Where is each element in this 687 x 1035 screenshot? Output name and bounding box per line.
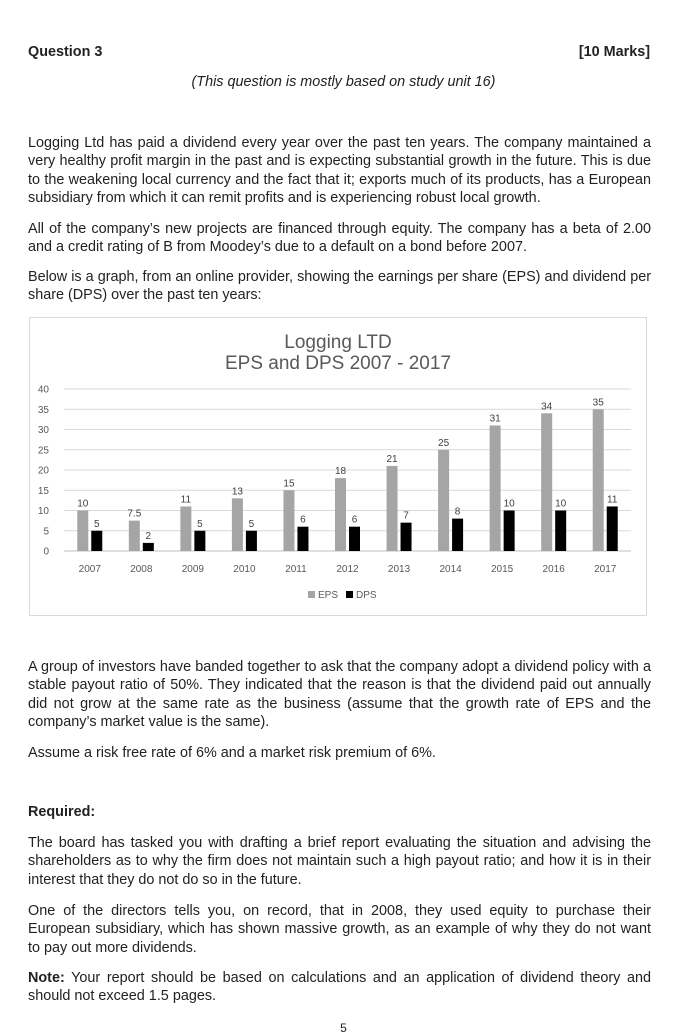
- eps-bar: [438, 450, 449, 551]
- dps-bar: [297, 527, 308, 551]
- question-marks: [10 Marks]: [578, 44, 650, 60]
- dps-bar: [194, 531, 205, 551]
- x-tick-label: 2016: [542, 564, 565, 575]
- dps-data-label: 6: [351, 514, 358, 526]
- eps-data-label: 7.5: [127, 508, 142, 520]
- x-tick-label: 2009: [181, 564, 204, 575]
- eps-bar: [283, 490, 294, 551]
- dps-data-label: 10: [503, 498, 515, 510]
- eps-bar: [77, 511, 88, 552]
- eps-dps-chart: [29, 317, 647, 616]
- x-tick-label: 2017: [594, 564, 617, 575]
- eps-bar: [490, 425, 501, 551]
- dps-bar: [91, 531, 102, 551]
- chart-canvas: [30, 318, 646, 615]
- y-tick-label: 20: [37, 465, 49, 477]
- y-tick-label: 25: [37, 445, 49, 457]
- note-text: Your report should be based on calculations and an application of dividend theory and should not exceed 1.5 pages.: [28, 970, 651, 1005]
- x-tick-label: 2013: [387, 564, 411, 575]
- x-tick-label: 2011: [285, 564, 307, 575]
- paragraph-financing: All of the company’s new projects are financed through equity. The company has a beta of 2.00 and a credit rating of B from Moodey’s due to a default on a bond before 2007.: [28, 221, 651, 256]
- x-tick-label: 2014: [439, 564, 462, 575]
- dps-bar: [401, 523, 412, 551]
- y-tick-label: 35: [37, 404, 49, 416]
- dps-bar: [349, 527, 360, 551]
- chart-title-line-1: Logging LTD: [284, 332, 392, 353]
- dps-bar: [504, 511, 515, 552]
- x-tick-label: 2008: [130, 564, 153, 575]
- paragraph-board-task: The board has tasked you with drafting a brief report evaluating the situation and advising the shareholders as to why the firm does not maintain such a high payout ratio; and how it is in their interest that they do not do so in the future.: [28, 835, 651, 888]
- dps-bar: [143, 543, 154, 551]
- eps-data-label: 10: [77, 498, 89, 510]
- chart-title-line-2: EPS and DPS 2007 - 2017: [224, 353, 452, 374]
- question-subtitle: (This question is mostly based on study unit 16): [191, 74, 496, 90]
- question-header: [28, 44, 650, 64]
- dps-bar: [555, 511, 566, 552]
- paragraph-note: [28, 969, 651, 1006]
- eps-legend-label: EPS: [318, 590, 339, 601]
- dps-bar: [607, 506, 618, 551]
- eps-data-label: 21: [386, 453, 398, 465]
- question-number: Question 3: [28, 44, 103, 60]
- page-number: 5: [340, 1021, 347, 1035]
- dps-bar: [246, 531, 257, 551]
- note-label: Note:: [28, 970, 65, 986]
- eps-data-label: 18: [334, 466, 347, 478]
- x-tick-label: 2012: [336, 564, 359, 575]
- dps-data-label: 5: [93, 518, 100, 530]
- dps-bar: [452, 519, 463, 551]
- eps-data-label: 31: [489, 413, 501, 425]
- x-tick-label: 2010: [233, 564, 256, 575]
- eps-data-label: 25: [438, 437, 450, 449]
- eps-data-label: 11: [180, 494, 192, 506]
- eps-bar: [593, 409, 604, 551]
- paragraph-company-background: Logging Ltd has paid a dividend every year over the past ten years. The company maintained a very healthy profit margin in the past and is expecting substantial growth in the future. This is due to the weakening local currency and the fact that it; exports much of its products, has a European subsidiary from which it can remit profits and is experiencing robust local growth.: [28, 135, 651, 207]
- paragraph-investor-request: A group of investors have banded together to ask that the company adopt a dividend policy with a stable payout ratio of 50%. They indicated that the reason is that the dividend paid out annually did not grow at the same rate as the business (assume that the growth rate of EPS and the company’s market value is the same).: [28, 659, 651, 731]
- y-tick-label: 40: [37, 384, 49, 396]
- eps-bar: [232, 498, 243, 551]
- eps-bar: [335, 478, 346, 551]
- dps-data-label: 5: [197, 518, 203, 530]
- x-tick-label: 2007: [78, 564, 101, 575]
- chart-y-axis: [38, 385, 50, 558]
- y-tick-label: 15: [37, 485, 49, 497]
- dps-data-label: 8: [454, 506, 461, 518]
- dps-data-label: 5: [248, 518, 255, 530]
- eps-bar: [180, 506, 191, 551]
- eps-bar: [387, 466, 398, 551]
- dps-data-label: 11: [607, 494, 618, 506]
- dps-legend-swatch: [346, 591, 353, 598]
- y-tick-label: 30: [37, 425, 49, 436]
- dps-data-label: 7: [403, 510, 409, 522]
- paragraph-risk-assumptions: Assume a risk free rate of 6% and a market risk premium of 6%.: [28, 745, 436, 761]
- paragraph-graph-intro: Below is a graph, from an online provider, showing the earnings per share (EPS) and dividend per share (DPS) over the past ten years:: [28, 269, 651, 304]
- required-heading: Required:: [28, 804, 96, 820]
- y-tick-label: 5: [43, 526, 49, 538]
- chart-bars: [77, 409, 617, 551]
- dps-data-label: 6: [300, 514, 306, 526]
- eps-data-label: 35: [592, 397, 604, 409]
- eps-bar: [541, 413, 552, 551]
- y-tick-label: 0: [43, 546, 49, 558]
- paragraph-director-comment: One of the directors tells you, on record, that in 2008, they used equity to purchase their European subsidiary, which has shown massive growth, as an example of why they do not want to pay out more dividends.: [28, 903, 651, 956]
- eps-data-label: 15: [283, 478, 295, 490]
- dps-data-label: 2: [145, 530, 152, 542]
- x-tick-label: 2015: [491, 564, 514, 575]
- chart-legend: [308, 590, 377, 601]
- eps-data-label: 34: [541, 401, 553, 413]
- eps-data-label: 13: [231, 486, 243, 498]
- eps-bar: [129, 521, 140, 551]
- dps-data-label: 10: [555, 498, 567, 510]
- chart-x-axis: [79, 564, 617, 575]
- eps-legend-swatch: [308, 591, 315, 598]
- dps-legend-label: DPS: [356, 590, 377, 601]
- y-tick-label: 10: [37, 506, 49, 517]
